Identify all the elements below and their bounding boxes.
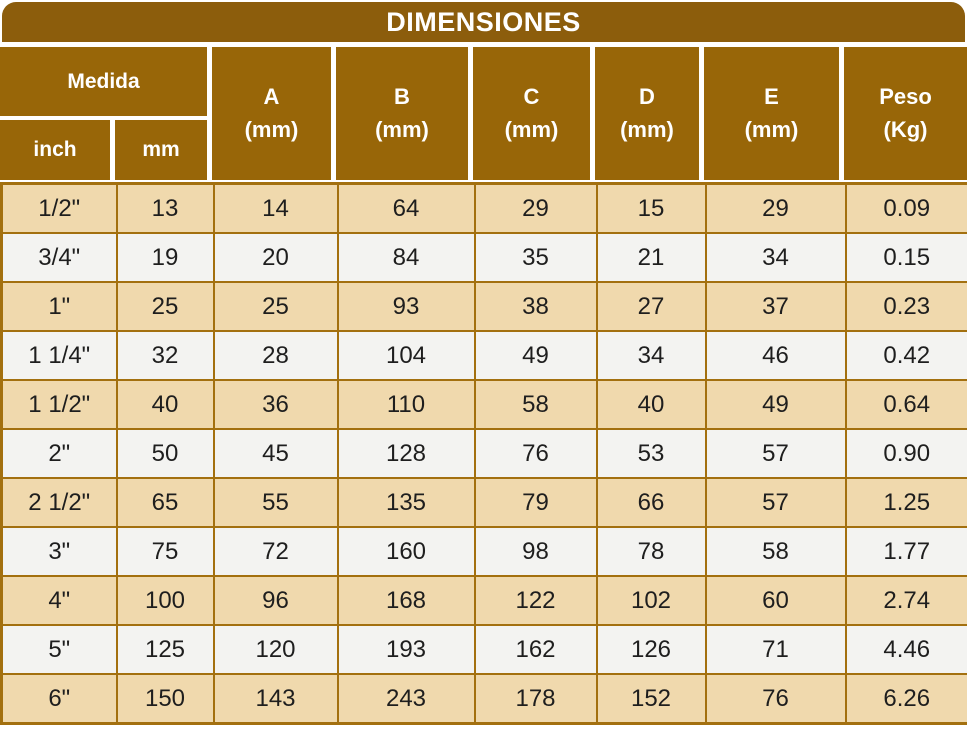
- header-col-d: [595, 47, 699, 180]
- cell: 49: [706, 380, 846, 429]
- cell: 98: [475, 527, 597, 576]
- header-inch-label: inch: [33, 138, 77, 161]
- cell: 84: [338, 233, 475, 282]
- cell: 178: [475, 674, 597, 724]
- cell: 6": [2, 674, 117, 724]
- cell: 1 1/2": [2, 380, 117, 429]
- cell: 0.64: [846, 380, 967, 429]
- cell: 79: [475, 478, 597, 527]
- cell: 27: [597, 282, 706, 331]
- table-header: [0, 47, 967, 180]
- cell: 3": [2, 527, 117, 576]
- cell: 0.09: [846, 184, 967, 234]
- table-body: [2, 184, 967, 724]
- header-col-peso: [844, 47, 967, 180]
- cell: 2.74: [846, 576, 967, 625]
- cell: 126: [597, 625, 706, 674]
- cell: 38: [475, 282, 597, 331]
- cell: 71: [706, 625, 846, 674]
- table-row: [2, 380, 967, 429]
- table-row: [2, 233, 967, 282]
- cell: 2 1/2": [2, 478, 117, 527]
- cell: 29: [475, 184, 597, 234]
- header-col-unit: (mm): [244, 117, 299, 142]
- table-row: [2, 429, 967, 478]
- header-col-label: A: [263, 83, 280, 109]
- header-col-unit: (mm): [375, 117, 429, 142]
- cell: 57: [706, 429, 846, 478]
- header-col-c: [473, 47, 590, 180]
- cell: 1 1/4": [2, 331, 117, 380]
- cell: 66: [597, 478, 706, 527]
- header-mm: [115, 120, 207, 180]
- header-col-a: [212, 47, 331, 180]
- cell: 0.42: [846, 331, 967, 380]
- cell: 0.90: [846, 429, 967, 478]
- table-row: [2, 184, 967, 234]
- table-title-bar: [2, 2, 965, 42]
- cell: 25: [117, 282, 214, 331]
- cell: 57: [706, 478, 846, 527]
- cell: 58: [706, 527, 846, 576]
- cell: 13: [117, 184, 214, 234]
- cell: 122: [475, 576, 597, 625]
- cell: 1": [2, 282, 117, 331]
- header-col-label: C: [523, 83, 540, 109]
- cell: 36: [214, 380, 338, 429]
- dimensions-table: [0, 182, 967, 725]
- table-row: [2, 331, 967, 380]
- cell: 2": [2, 429, 117, 478]
- cell: 34: [597, 331, 706, 380]
- table-row: [2, 527, 967, 576]
- cell: 128: [338, 429, 475, 478]
- cell: 160: [338, 527, 475, 576]
- cell: 75: [117, 527, 214, 576]
- cell: 5": [2, 625, 117, 674]
- header-medida-label: Medida: [67, 69, 140, 93]
- cell: 45: [214, 429, 338, 478]
- cell: 1.77: [846, 527, 967, 576]
- header-col-unit: (mm): [620, 117, 674, 142]
- cell: 4.46: [846, 625, 967, 674]
- header-medida: [0, 47, 207, 116]
- header-inch: [0, 120, 110, 180]
- cell: 150: [117, 674, 214, 724]
- cell: 78: [597, 527, 706, 576]
- page-title: DIMENSIONES: [386, 6, 581, 37]
- cell: 193: [338, 625, 475, 674]
- cell: 4": [2, 576, 117, 625]
- cell: 53: [597, 429, 706, 478]
- cell: 34: [706, 233, 846, 282]
- table-row: [2, 478, 967, 527]
- table-row: [2, 674, 967, 724]
- cell: 152: [597, 674, 706, 724]
- cell: 15: [597, 184, 706, 234]
- cell: 72: [214, 527, 338, 576]
- cell: 120: [214, 625, 338, 674]
- cell: 25: [214, 282, 338, 331]
- cell: 50: [117, 429, 214, 478]
- cell: 40: [597, 380, 706, 429]
- cell: 28: [214, 331, 338, 380]
- cell: 104: [338, 331, 475, 380]
- header-col-unit: (mm): [504, 117, 559, 142]
- cell: 19: [117, 233, 214, 282]
- header-mm-label: mm: [142, 138, 180, 161]
- cell: 55: [214, 478, 338, 527]
- cell: 46: [706, 331, 846, 380]
- header-col-e: [704, 47, 839, 180]
- cell: 100: [117, 576, 214, 625]
- cell: 32: [117, 331, 214, 380]
- cell: 40: [117, 380, 214, 429]
- cell: 76: [475, 429, 597, 478]
- cell: 64: [338, 184, 475, 234]
- table-row: [2, 282, 967, 331]
- header-col-label: B: [394, 83, 410, 109]
- cell: 58: [475, 380, 597, 429]
- cell: 125: [117, 625, 214, 674]
- cell: 1.25: [846, 478, 967, 527]
- cell: 65: [117, 478, 214, 527]
- cell: 243: [338, 674, 475, 724]
- cell: 21: [597, 233, 706, 282]
- cell: 49: [475, 331, 597, 380]
- header-col-label: Peso: [879, 83, 932, 109]
- cell: 35: [475, 233, 597, 282]
- cell: 168: [338, 576, 475, 625]
- cell: 60: [706, 576, 846, 625]
- cell: 162: [475, 625, 597, 674]
- cell: 14: [214, 184, 338, 234]
- header-col-label: E: [764, 83, 779, 109]
- table-row: [2, 625, 967, 674]
- cell: 20: [214, 233, 338, 282]
- cell: 37: [706, 282, 846, 331]
- cell: 143: [214, 674, 338, 724]
- cell: 102: [597, 576, 706, 625]
- cell: 6.26: [846, 674, 967, 724]
- cell: 110: [338, 380, 475, 429]
- cell: 1/2": [2, 184, 117, 234]
- cell: 29: [706, 184, 846, 234]
- header-col-b: [336, 47, 468, 180]
- cell: 0.15: [846, 233, 967, 282]
- cell: 76: [706, 674, 846, 724]
- table-row: [2, 576, 967, 625]
- cell: 135: [338, 478, 475, 527]
- cell: 3/4": [2, 233, 117, 282]
- header-col-unit: (Kg): [883, 117, 928, 142]
- cell: 93: [338, 282, 475, 331]
- cell: 0.23: [846, 282, 967, 331]
- cell: 96: [214, 576, 338, 625]
- header-col-label: D: [639, 83, 655, 109]
- header-col-unit: (mm): [744, 117, 799, 142]
